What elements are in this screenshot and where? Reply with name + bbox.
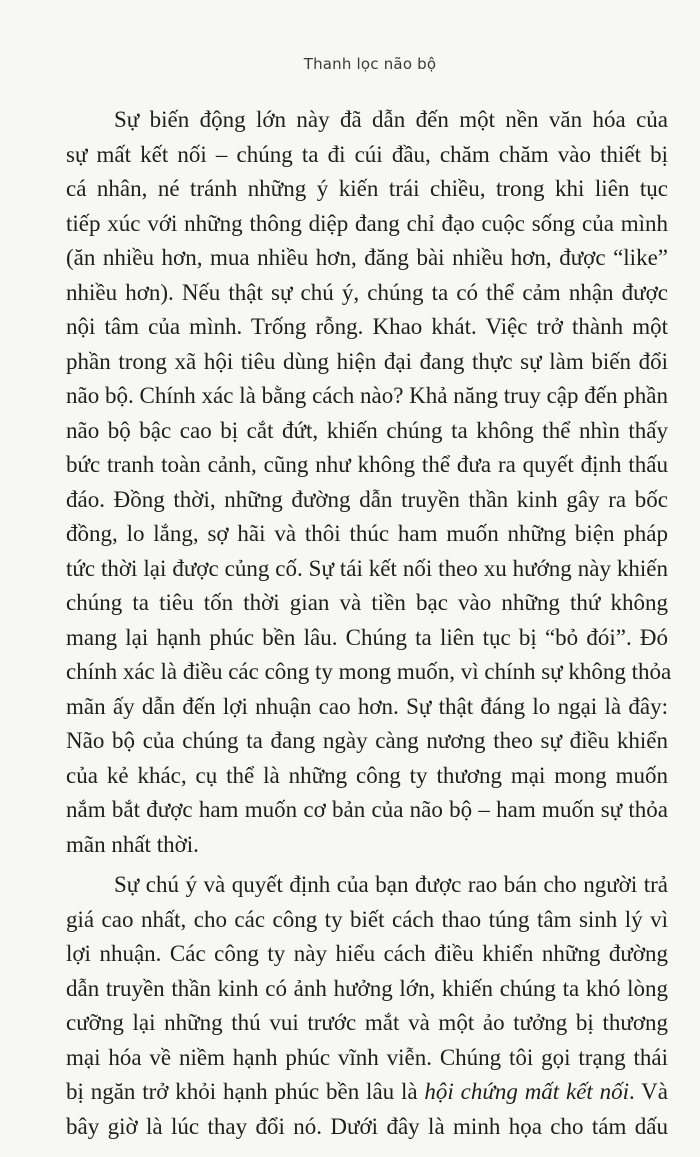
text-line [66,448,668,483]
text-run: cưỡng lại những thú vui trước mắt và một ảo tưởng bị thương [66,1010,668,1035]
text-run: phần trong xã hội tiêu dùng hiện đại đang thực sự làm biến đổi [66,348,668,374]
text-line [66,483,668,518]
text-line [66,828,668,863]
text-line [66,724,668,759]
text-line [66,103,668,138]
text-run: (ăn nhiều hơn, mua nhiều hơn, đăng bài nhiều hơn, được “like” [66,245,668,270]
text-run: bây giờ là lúc thay đổi nó. Dưới đây là minh họa cho tám dấu [66,1113,668,1139]
paragraph [66,868,668,1144]
text-line [66,207,668,242]
text-line [66,793,668,828]
text-run: nắm bắt được ham muốn cơ bản của não bộ – ham muốn sự thỏa [66,797,668,822]
text-line [66,903,668,938]
text-run: não bộ bậc cao bị cắt đứt, khiến chúng ta không thể nhìn thấy [66,417,668,443]
text-line [66,972,668,1007]
text-run: Sự biến động lớn này đã dẫn đến một nền văn hóa của [114,107,668,132]
text-line [66,241,668,276]
text-run: bức tranh toàn cảnh, cũng như không thể đưa ra quyết định thấu [66,452,668,477]
text-line [66,172,668,207]
text-line [66,937,668,972]
text-line [66,1110,668,1145]
text-run: tiếp xúc với những thông diệp đang chỉ đạo cuộc sống của mình [66,210,668,236]
text-line [66,868,668,903]
text-line [66,655,672,690]
text-run: lợi nhuận. Các công ty này hiểu cách điều khiển những đường [66,941,668,966]
italic-term: hội chứng mất kết nối [424,1079,630,1104]
text-run: đồng, lo lắng, sợ hãi và thôi thúc ham muốn những biện pháp [66,521,668,546]
body-text [66,103,672,1150]
text-run: chính xác là điều các công ty mong muốn, vì chính sự không thỏa [66,659,672,684]
text-line [66,414,668,449]
text-line [66,621,668,656]
text-line [66,379,668,414]
text-line [66,1075,668,1110]
text-line [66,1006,668,1041]
text-line [66,345,668,380]
text-line [66,310,668,345]
text-line [66,759,668,794]
text-line [66,276,668,311]
text-line [66,1041,668,1076]
running-header: Thanh lọc não bộ [303,55,437,73]
text-line [66,517,668,552]
text-run: não bộ. Chính xác là bằng cách nào? Khả năng truy cập đến phần [66,383,668,408]
text-run: nhiều hơn). Nếu thật sự chú ý, chúng ta có thể cảm nhận được [66,279,668,305]
text-run: cá nhân, né tránh những ý kiến trái chiều, trong khi liên tục [66,176,668,201]
text-line [66,552,668,587]
text-run: mãn ấy dẫn đến lợi nhuận cao hơn. Sự thật đáng lo ngại là đây: [66,693,668,719]
text-run: chúng ta tiêu tốn thời gian và tiền bạc vào những thứ không [66,590,668,615]
text-run: dẫn truyền thần kinh có ảnh hưởng lớn, khiến chúng ta khó lòng [66,975,668,1001]
text-line [66,690,668,725]
text-run: mãn nhất thời. [66,831,199,857]
text-line [66,138,668,173]
text-run: . Và [629,1079,669,1104]
text-line [66,586,668,621]
text-run: Não bộ của chúng ta đang ngày càng nương theo sự điều khiển [66,728,668,753]
text-run: nội tâm của mình. Trống rỗng. Khao khát. Việc trở thành một [66,314,668,339]
text-run: của kẻ khác, cụ thể là những công ty thương mại mong muốn [66,762,668,788]
text-run: sự mất kết nối – chúng ta đi cúi đầu, chăm chăm vào thiết bị [66,141,668,167]
text-run: Sự chú ý và quyết định của bạn được rao bán cho người trả [114,872,668,897]
paragraph [66,103,672,862]
text-run: bị ngăn trở khỏi hạnh phúc bền lâu là [66,1079,425,1104]
text-run: tức thời lại được củng cố. Sự tái kết nối theo xu hướng này khiến [66,555,668,581]
text-run: đáo. Đồng thời, những đường dẫn truyền thần kinh gây ra bốc [66,486,668,512]
text-run: mang lại hạnh phúc bền lâu. Chúng ta liên tục bị “bỏ đói”. Đó [66,624,668,650]
text-run: giá cao nhất, cho các công ty biết cách thao túng tâm sinh lý vì [66,906,668,932]
text-run: mại hóa về niềm hạnh phúc vĩnh viễn. Chúng tôi gọi trạng thái [66,1044,668,1070]
